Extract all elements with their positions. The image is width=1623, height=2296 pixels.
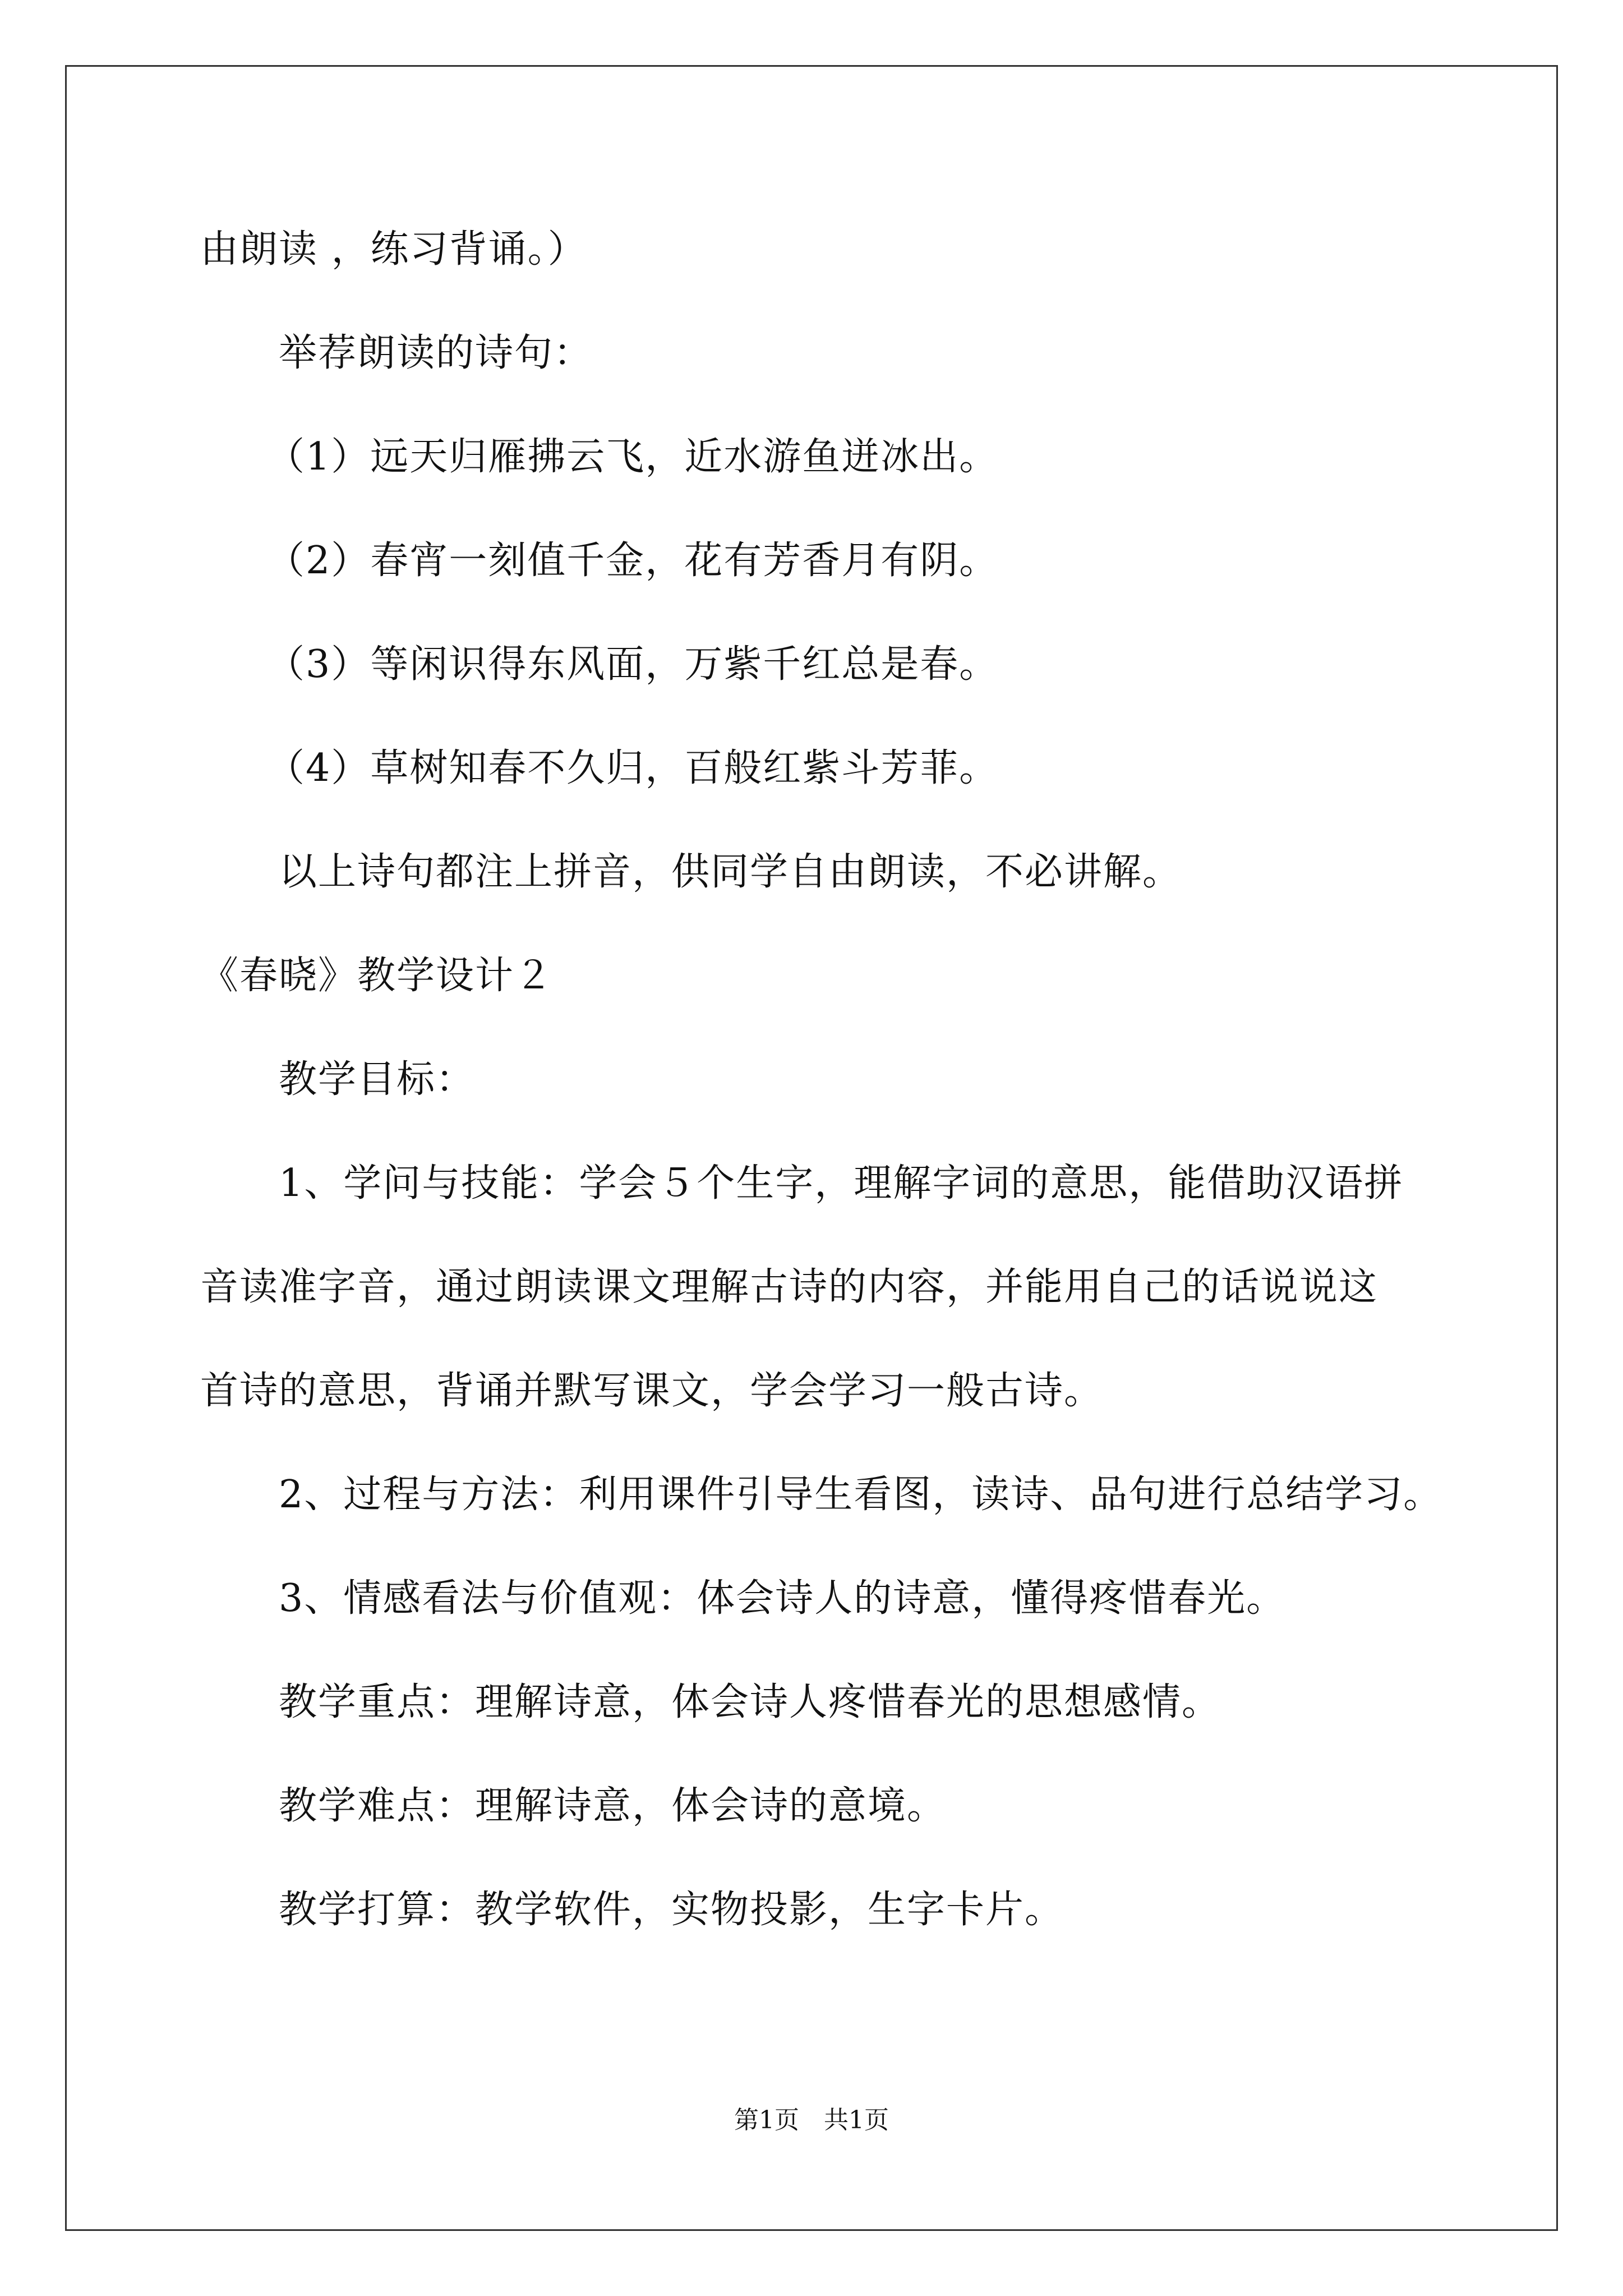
text-line: 由朗读 ，练习背诵。）: [200, 227, 587, 272]
text-line: 教学打算：教学软件，实物投影，生字卡片。: [279, 1888, 1064, 1932]
text-line: 3、情感看法与价值观：体会诗人的诗意，懂得疼惜春光。: [279, 1576, 1286, 1621]
text-line: 教学目标：: [279, 1057, 476, 1102]
text-line: 教学重点：理解诗意，体会诗人疼惜春光的思想感情。: [279, 1680, 1221, 1724]
page-number: 第1页 共1页: [734, 2106, 889, 2134]
poem-line: （2）春宵一刻值千金，花有芳香月有阴。: [266, 539, 999, 583]
poem-line: （3）等闲识得东风面，万紫千红总是春。: [266, 642, 999, 687]
text-line: 2、过程与方法：利用课件引导生看图，读诗、品句进行总结学习。: [279, 1473, 1443, 1517]
text-line: 举荐朗读的诗句：: [279, 331, 593, 375]
poem-line: （1）远天归雁拂云飞，近水游鱼迸冰出。: [266, 435, 999, 479]
text-line: 首诗的意思，背诵并默写课文，学会学习一般古诗。: [200, 1369, 1104, 1413]
section-heading: 《春晓》教学设计２: [200, 954, 554, 998]
poem-line: （4）草树知春不久归，百般红紫斗芳菲。: [266, 746, 999, 790]
text-line: 1、学问与技能：学会５个生字，理解字词的意思，能借助汉语拼: [279, 1161, 1404, 1205]
text-line: 音读准字音，通过朗读课文理解古诗的内容，并能用自己的话说说这: [200, 1265, 1378, 1309]
text-line: 以上诗句都注上拼音，供同学自由朗读，不必讲解。: [279, 850, 1182, 894]
text-line: 教学难点：理解诗意，体会诗的意境。: [279, 1784, 947, 1828]
